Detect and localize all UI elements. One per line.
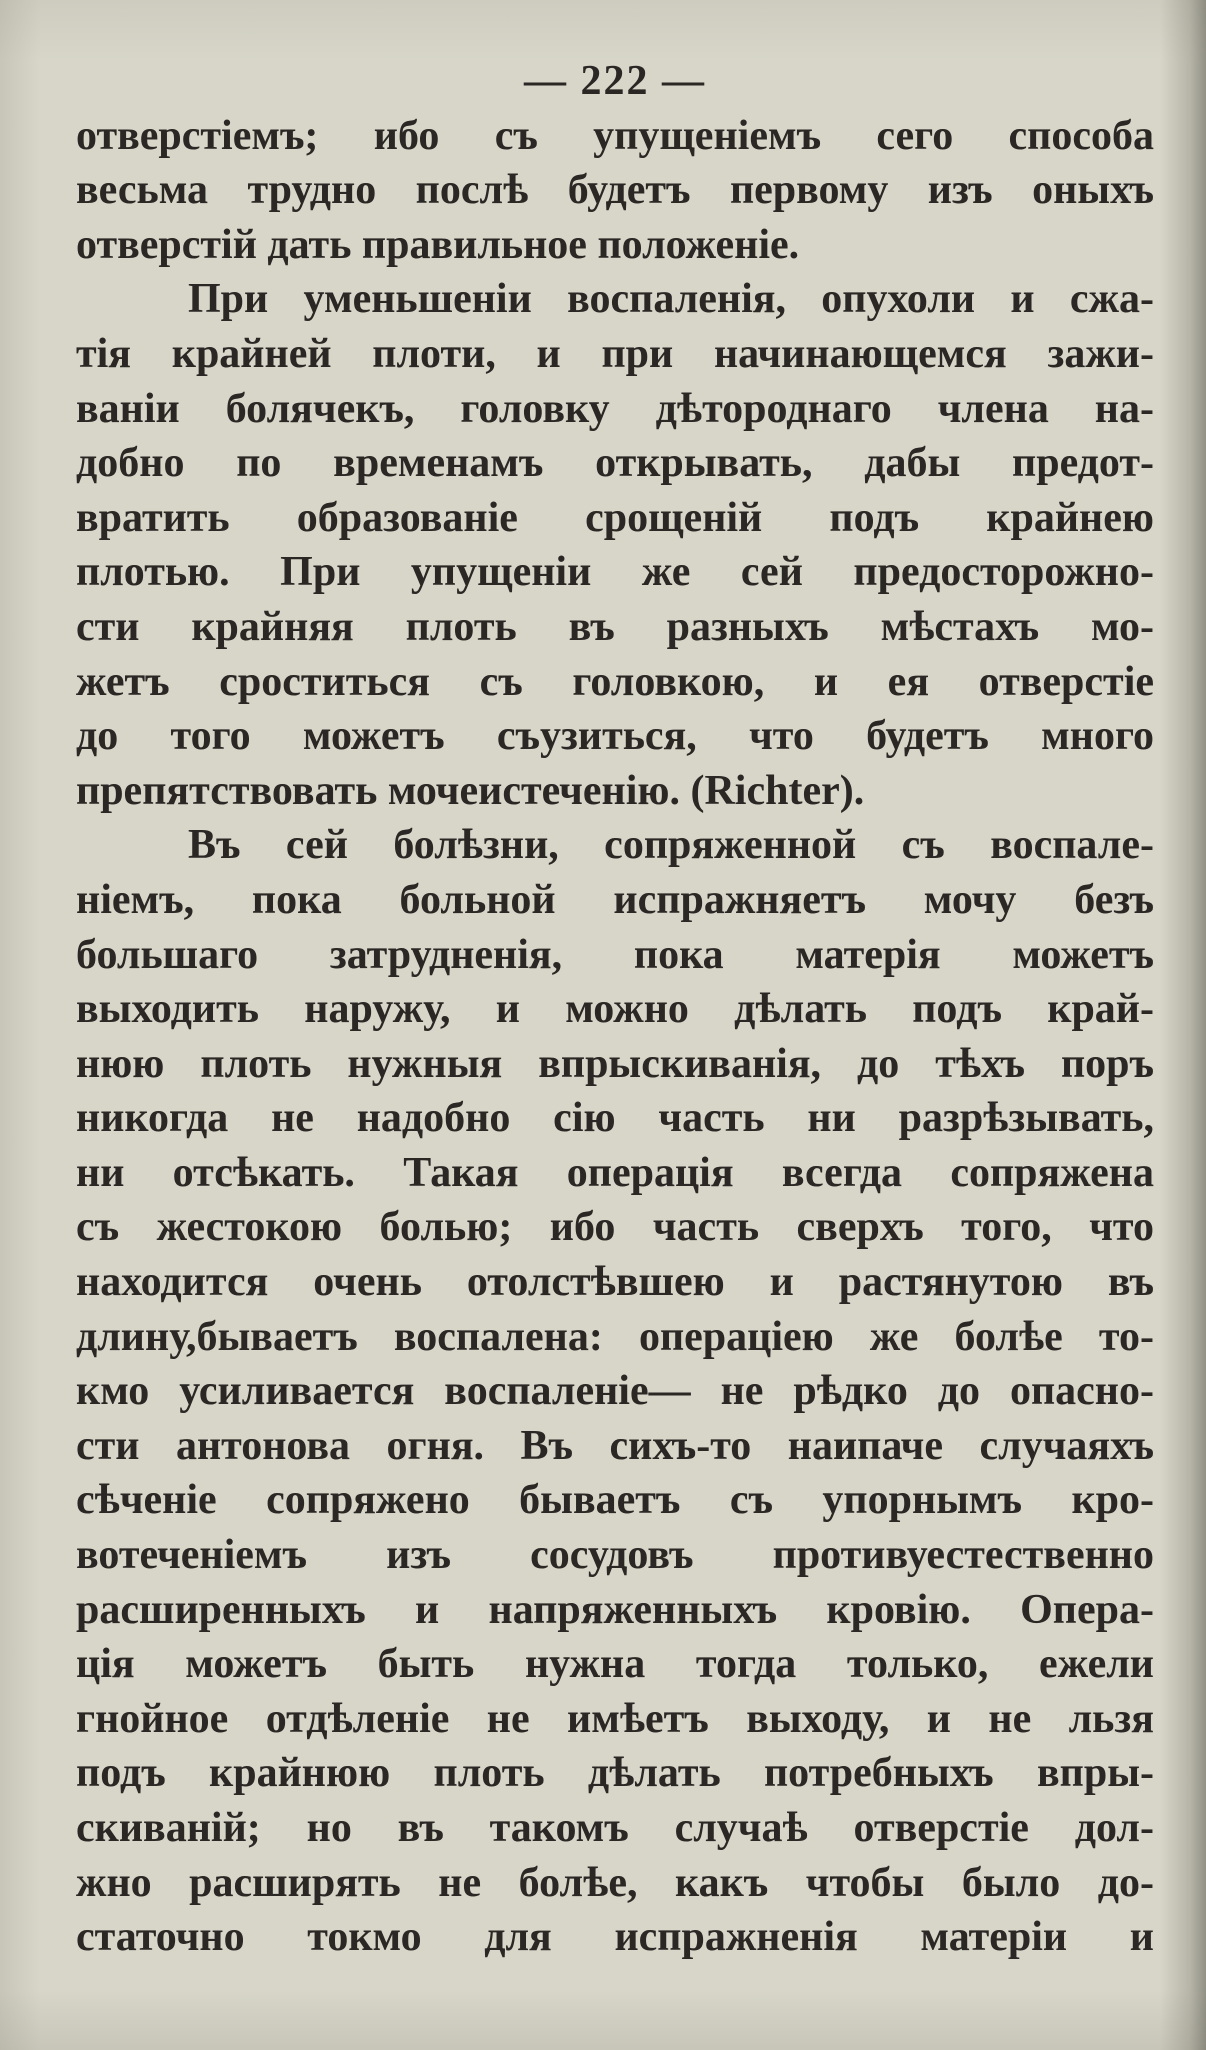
- text-line: нюю плоть нужныя впрыскиванія, до тѣхъ поръ: [76, 1040, 1154, 1087]
- text-line: длину,бываетъ воспалена: операціею же болѣе то-: [76, 1313, 1154, 1360]
- text-line: съ жестокою болью; ибо часть сверхъ того, что: [76, 1204, 1154, 1251]
- text-line: жно расширять не болѣе, какъ чтобы было до-: [76, 1859, 1154, 1906]
- text-line: подъ крайнюю плоть дѣлать потребныхъ впры-: [76, 1750, 1154, 1797]
- text-line: ваніи болячекъ, головку дѣтороднаго члена на-: [76, 385, 1154, 432]
- text-line: скиваній; но въ такомъ случаѣ отверстіе дол-: [76, 1805, 1154, 1851]
- text-line: тія крайней плоти, и при начинающемся зажи-: [76, 330, 1154, 377]
- paragraph-2: [76, 272, 1154, 818]
- text-line: до того можетъ съузиться, что будетъ много: [76, 713, 1154, 760]
- text-line: никогда не надобно сію часть ни разрѣзывать,: [76, 1095, 1154, 1142]
- text-line: отверстіемъ; ибо съ упущеніемъ сего способа: [76, 112, 1154, 159]
- text-line: Въ сей болѣзни, сопряженной съ воспале-: [188, 822, 1154, 869]
- page-number: — 222 —: [524, 58, 706, 104]
- text-line: сти антонова огня. Въ сихъ-то наипаче случаяхъ: [76, 1422, 1154, 1469]
- text-line: гнойное отдѣленіе не имѣетъ выходу, и не льзя: [76, 1695, 1154, 1742]
- text-line: сѣченіе сопряжено бываетъ съ упорнымъ кро-: [76, 1477, 1154, 1524]
- text-line: находится очень отолстѣвшею и растянутою въ: [76, 1259, 1154, 1306]
- text-line: большаго затрудненія, пока матерія можетъ: [76, 931, 1154, 978]
- text-line: плотью. При упущеніи же сей предосторожно-: [76, 549, 1154, 596]
- text-line: сти крайняя плоть въ разныхъ мѣстахъ мо-: [76, 603, 1154, 650]
- text-line: вотеченіемъ изъ сосудовъ противуестественно: [76, 1532, 1154, 1579]
- text-line: ни отсѣкать. Такая операція всегда сопряжена: [76, 1149, 1154, 1196]
- text-line: ція можетъ быть нужна тогда только, ежели: [76, 1641, 1154, 1688]
- paragraph-3: [76, 818, 1154, 1964]
- text-line: расширенныхъ и напряженныхъ кровію. Опера-: [76, 1586, 1154, 1633]
- text-line: отверстій дать правильное положеніе.: [76, 221, 800, 268]
- text-line: жетъ сроститься съ головкою, и ея отверстіе: [76, 658, 1154, 705]
- text-line: весьма трудно послѣ будетъ первому изъ оныхъ: [76, 167, 1154, 214]
- page-text: [76, 54, 1154, 1965]
- text-line: кмо усиливается воспаленіе— не рѣдко до опасно-: [76, 1368, 1154, 1415]
- text-line: препятствовать мочеистеченію. (Richter).: [76, 767, 865, 814]
- text-line: вратить образованіе срощеній подъ крайнею: [76, 494, 1154, 541]
- text-line: статочно токмо для испражненія матеріи и: [76, 1914, 1154, 1961]
- text-line: При уменьшеніи воспаленія, опухоли и сжа-: [188, 276, 1154, 323]
- text-line: выходить наружу, и можно дѣлать подъ край-: [76, 986, 1154, 1033]
- paragraph-1: [76, 109, 1154, 273]
- text-line: ніемъ, пока больной испражняетъ мочу безъ: [76, 876, 1154, 923]
- text-line: добно по временамъ открывать, дабы предот-: [76, 440, 1154, 487]
